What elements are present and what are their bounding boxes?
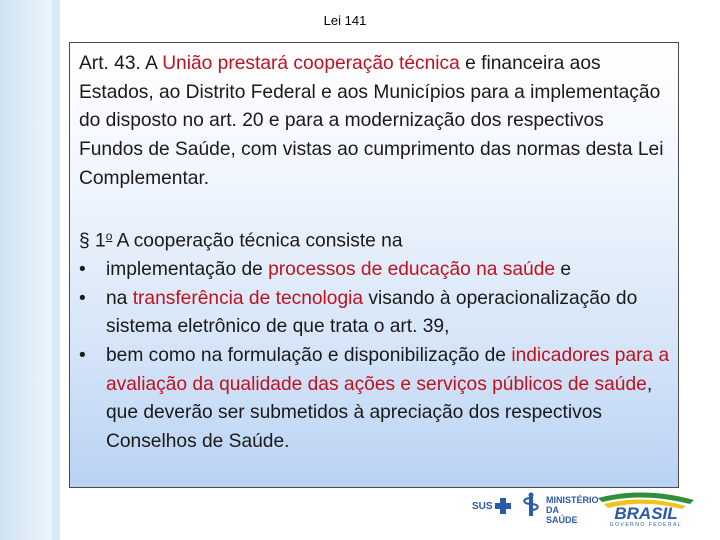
- article-43-highlight: União prestará cooperação técnica: [162, 53, 460, 74]
- list-item: [79, 256, 670, 285]
- bullet-marker: •: [79, 287, 86, 309]
- list-item-highlight: processos de educação na saúde: [268, 258, 556, 280]
- paragraph-1: [79, 222, 670, 256]
- paragraph-gap: [79, 194, 670, 222]
- left-decorative-band: [0, 0, 60, 540]
- bullet-marker: •: [79, 344, 86, 366]
- list-item-post: e: [555, 258, 572, 280]
- sus-logo: [472, 496, 512, 516]
- article-43-rest: e financeira aos Estados, ao Distrito Federal e aos Municípios para a implementação do disposto no art. 20 e para a modernização dos respectivos Fundos de Saúde, com vistas ao cumprimento das normas desta Lei Complementar.: [79, 53, 664, 189]
- list-item-pre: bem como na formulação e disponibilização de: [106, 344, 512, 366]
- list-item-pre: implementação de: [106, 258, 269, 280]
- list-item-highlight: transferência de tecnologia: [132, 287, 364, 309]
- footer-logos: [470, 490, 700, 530]
- list-item-post: visando à operacionalização do sistema eletrônico de que trata o art. 39,: [106, 287, 638, 338]
- content-box: [69, 42, 679, 488]
- slide-title: Lei 141: [323, 13, 367, 28]
- ministry-text-line1: MINISTÉRIO DA: [546, 495, 599, 515]
- brasil-flag-logo-icon: [594, 490, 698, 528]
- left-band-stripe: [52, 0, 60, 540]
- ministry-of-health-logo: [518, 492, 599, 525]
- bullet-marker: •: [79, 258, 86, 280]
- ministry-text-line2: SAÚDE: [546, 515, 578, 525]
- ministry-emblem-icon: [518, 492, 544, 520]
- paragraph-1-text: A cooperação técnica consiste na: [112, 230, 403, 252]
- list-item: [79, 342, 670, 457]
- article-43-lead: Art. 43. A: [79, 53, 163, 74]
- list-item: [79, 285, 670, 342]
- list-item-post: , que deverão ser submetidos à apreciação dos respectivos Conselhos de Saúde.: [106, 373, 653, 453]
- health-cross-icon: [495, 498, 511, 514]
- list-item-pre: na: [106, 287, 133, 309]
- brasil-government-logo: [594, 490, 698, 528]
- sus-logo-text: SUS: [472, 500, 493, 512]
- brasil-logo-word: BRASIL: [614, 504, 678, 523]
- paragraph-ordinal: o: [105, 228, 113, 243]
- brasil-logo-subtitle: GOVERNO FEDERAL: [609, 522, 683, 528]
- ministry-text: [546, 495, 599, 525]
- paragraph-symbol: § 1: [79, 230, 106, 252]
- list-item-highlight: indicadores para a avaliação da qualidade das ações e serviços públicos de saúde: [106, 344, 670, 395]
- article-43: [79, 50, 670, 194]
- cooperation-list: [79, 256, 670, 457]
